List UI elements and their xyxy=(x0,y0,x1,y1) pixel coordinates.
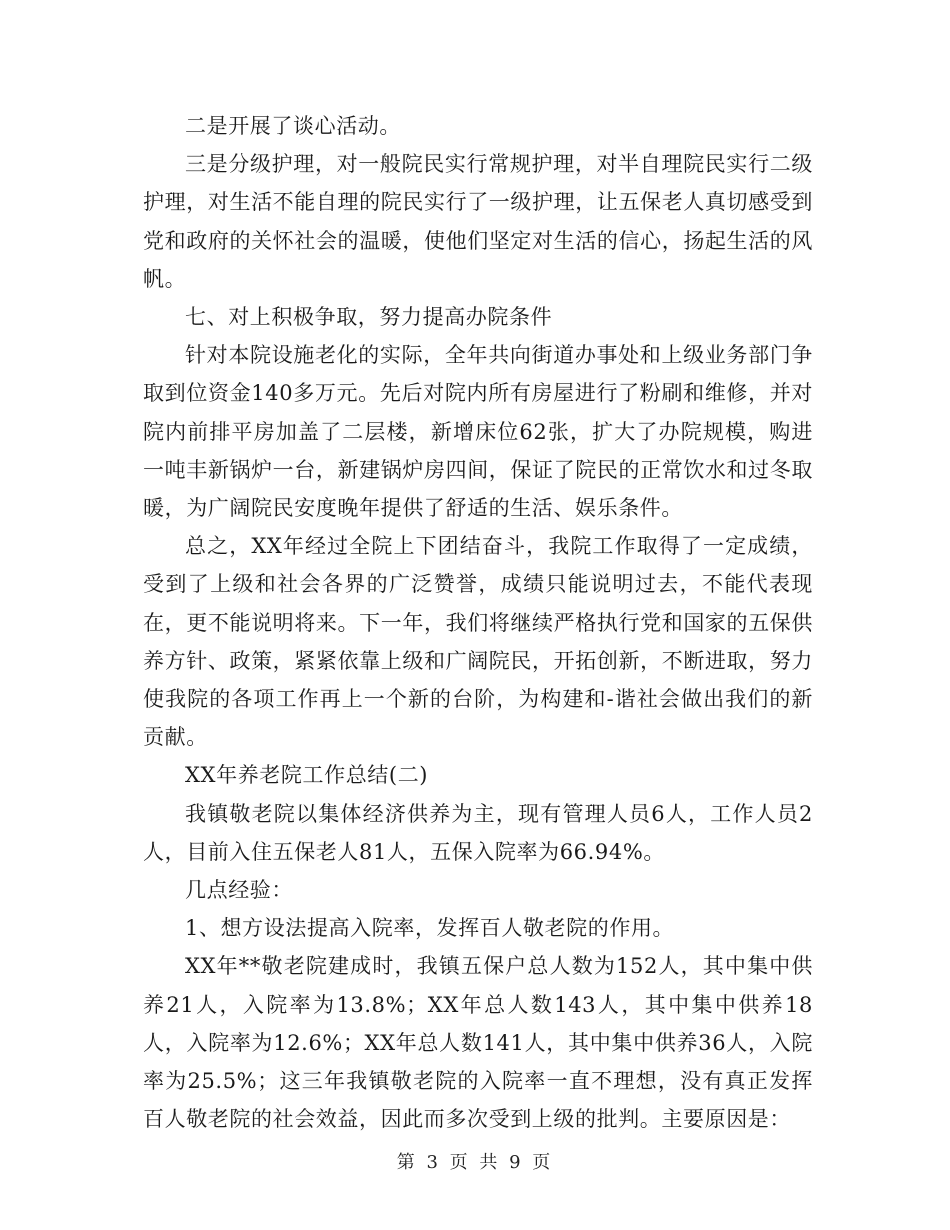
paragraph-overview: 我镇敬老院以集体经济供养为主，现有管理人员6人，工作人员2人，目前入住五保老人81人，五保入院率为66.94%。 xyxy=(143,801,813,864)
item-one-heading: 1、想方设法提高入院率，发挥百人敬老院的作用。 xyxy=(185,916,675,941)
paragraph-graded-care: 三是分级护理，对一般院民实行常规护理，对半自理院民实行二级护理，对生活不能自理的院民实行了一级护理，让五保老人真切感受到党和政府的关怀社会的温暖，使他们坚定对生活的信心，扬起生活的风帆。 xyxy=(143,152,813,291)
section-heading-seven: 七、对上积极争取，努力提高办院条件 xyxy=(185,305,553,330)
paragraph-talk-activity: 二是开展了谈心活动。 xyxy=(185,114,401,138)
paragraph-admission-rates: XX年**敬老院建成时，我镇五保户总人数为152人，其中集中供养21人，入院率为13.8%；XX年总人数143人，其中集中供养18人，入院率为12.6%；XX年总人数141人，其中集中供养36人，入院率为25.5%；这三年我镇敬老院的入院率一直不理想，没有真正发挥百人敬老院的社会效益，因此而多次受到上级的批判。主要原因是： xyxy=(143,954,813,1132)
paragraph-summary: 总之，XX年经过全院上下团结奋斗，我院工作取得了一定成绩，受到了上级和社会各界的广泛赞誉，成绩只能说明过去，不能代表现在，更不能说明将来。下一年，我们将继续严格执行党和国家的五保供养方针、政策，紧紧依靠上级和广阔院民，开拓创新，不断进取，努力使我院的各项工作再上一个新的台阶，为构建和-谐社会做出我们的新贡献。 xyxy=(143,534,813,750)
section-title-part-two: XX年养老院工作总结(二) xyxy=(185,763,429,788)
page-footer: 第 3 页 共 9 页 xyxy=(396,1152,554,1173)
heading-experiences: 几点经验： xyxy=(185,878,293,903)
paragraph-facilities-funding: 针对本院设施老化的实际，全年共向街道办事处和上级业务部门争取到位资金140多万元。先后对院内所有房屋进行了粉刷和维修，并对院内前排平房加盖了二层楼，新增床位62张，扩大了办院规模，购进一吨丰新锅炉一台，新建锅炉房四间，保证了院民的正常饮水和过冬取暖，为广阔院民安度晚年提供了舒适的生活、娱乐条件。 xyxy=(143,343,813,521)
document-body xyxy=(143,107,813,1138)
